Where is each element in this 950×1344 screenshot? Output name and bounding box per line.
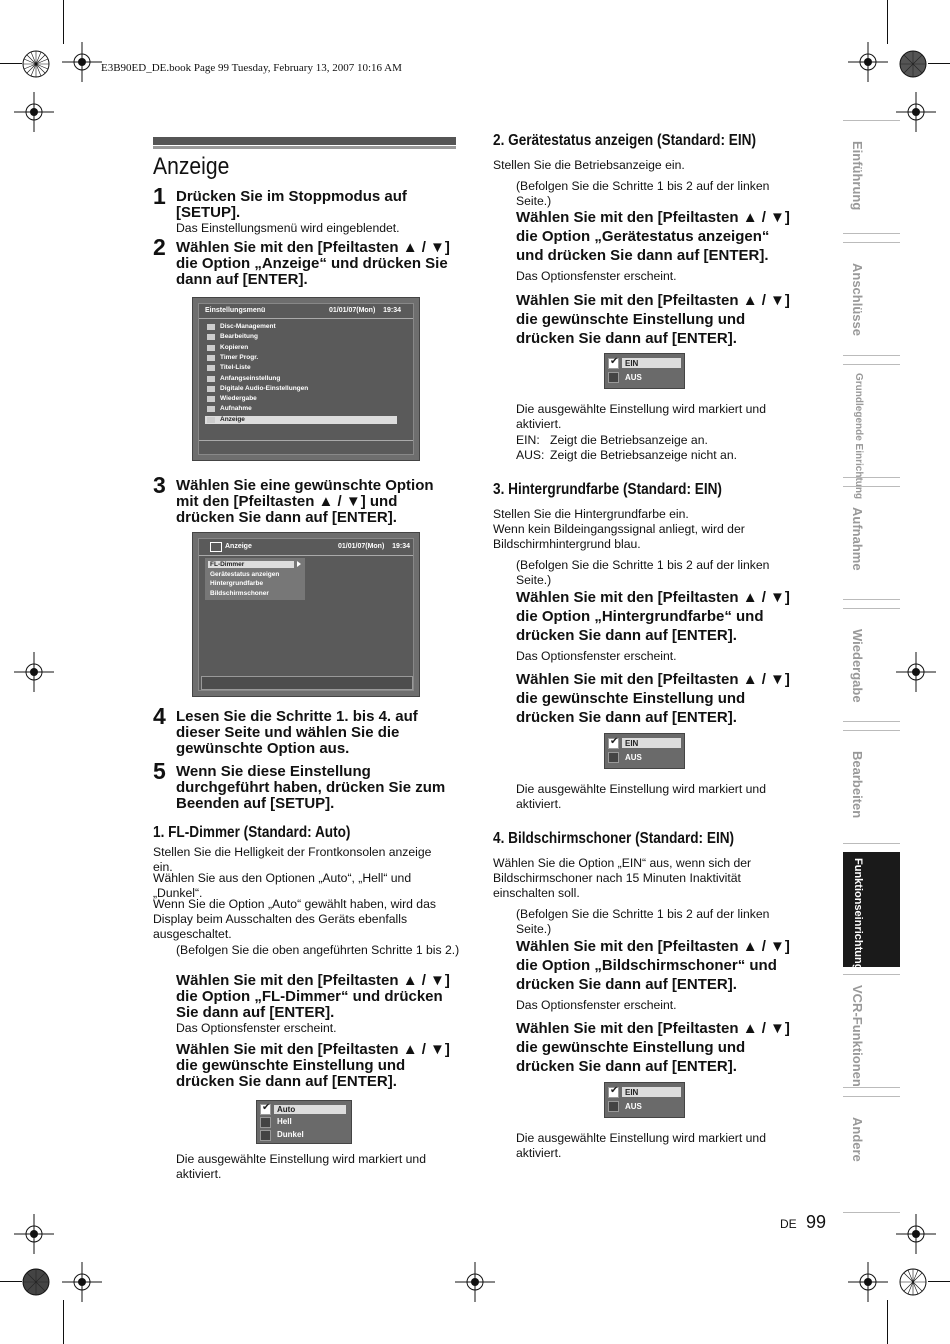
color-rosette-top-left [22,50,50,78]
chapter-tab-label: Funktionseinrichtung [852,858,864,971]
screen-datetime: 01/01/07(Mon) 19:34 [338,543,410,550]
section4-note: Das Optionsfenster erscheint. [516,998,677,1012]
step-number-1: 1 [153,183,166,209]
chapter-tab-label: Anschlüsse [850,263,865,336]
language-code: DE [780,1217,797,1231]
chapter-tab-label: Einführung [850,141,865,211]
section2-aus-label: AUS: [516,448,545,462]
registration-mark-top-left [62,42,102,82]
menu-item[interactable]: Disc-Management [220,323,276,330]
chapter-tab[interactable] [843,1096,900,1213]
chapter-tab[interactable] [843,242,900,356]
trim-line-left-h [0,63,22,64]
trim-line-right-h [928,63,950,64]
option-label-auto: Auto [277,1105,296,1114]
menu-item-icon [207,355,215,361]
menu-item-icon [207,396,215,402]
section-heading-bildschirmschoner: 4. Bildschirmschoner (Standard: EIN) [493,830,735,847]
menu-item[interactable]: Anfangseinstellung [220,374,281,382]
trim-line-bottom-right-v [887,1300,888,1344]
section2-note: Das Optionsfenster erscheint. [516,269,677,283]
step-number-5: 5 [153,758,166,784]
menu-item-icon [207,376,215,382]
option-label-hell: Hell [277,1117,292,1126]
step-number-4: 4 [153,703,166,729]
section1-paragraph-3: Wenn Sie die Option „Auto“ gewählt haben, wird das Display beim Ausschalten des Geräts ebenfalls ausgeschaltet. [153,897,436,941]
section4-result: Die ausgewählte Einstellung wird markiert und aktiviert. [516,1131,766,1160]
page-title: Anzeige [153,153,230,180]
trim-line-top-right-v [887,0,888,44]
chapter-tab-label: Bearbeiten [850,751,865,819]
option-checkbox-dunkel[interactable] [260,1130,271,1141]
section4-reference: (Befolgen Sie die Schritte 1 bis 2 auf der linken Seite.) [516,907,770,936]
chapter-tab[interactable] [843,974,900,1088]
step-text-4: Lesen Sie die Schritte 1. bis 4. auf dieser Seite und wählen Sie die gewünschte Option aus. [176,708,418,757]
menu-item[interactable]: Bearbeitung [220,333,258,341]
submenu-item[interactable]: Gerätestatus anzeigen [210,570,280,578]
section3-note: Das Optionsfenster erscheint. [516,649,677,663]
section3-paragraph-2: Wenn kein Bildeingangssignal anliegt, wird der Bildschirmhintergrund blau. [493,522,745,551]
option-label-ein: EIN [625,1088,639,1097]
trim-line-bottom-right-h [928,1281,950,1282]
section2-reference: (Befolgen Sie die Schritte 1 bis 2 auf der linken Seite.) [516,179,770,208]
screen-datetime: 01/01/07(Mon) 19:34 [329,307,401,314]
menu-item-icon [207,406,215,412]
section1-paragraph-2: Wählen Sie aus den Optionen „Auto“, „Hell“ und „Dunkel“. [153,871,412,900]
section2-ein-description: Zeigt die Betriebsanzeige an. [550,433,708,447]
geraetestatus-option-window [604,353,685,389]
section2-instruction-1: Wählen Sie mit den [Pfeiltasten ▲ / ▼] die Option „Gerätestatus anzeigen“ und drücken Sie dann auf [ENTER]. [516,209,790,264]
menu-item[interactable]: Wiedergabe [220,395,257,403]
section1-instruction-1: Wählen Sie mit den [Pfeiltasten ▲ / ▼] die Option „FL-Dimmer“ und drücken Sie dann auf [ENTER]. [176,972,450,1021]
page-number: 99 [806,1212,827,1232]
section1-result: Die ausgewählte Einstellung wird markiert und aktiviert. [176,1152,426,1181]
option-checkbox-hell[interactable] [260,1117,271,1128]
submenu-item[interactable]: Hintergrundfarbe [210,580,264,587]
section3-reference: (Befolgen Sie die Schritte 1 bis 2 auf der linken Seite.) [516,558,770,587]
option-label-ein: EIN [625,359,639,368]
submenu-item[interactable]: FL-Dimmer [210,561,245,568]
screen-divider [199,555,413,556]
bildschirmschoner-option-window [604,1082,685,1118]
chapter-tab[interactable] [843,608,900,722]
screen-title: Einstellungsmenü [205,307,266,314]
check-icon: ✔ [610,1085,619,1096]
step-number-3: 3 [153,472,166,498]
registration-mark-top-right [848,42,888,82]
section2-aus-description: Zeigt die Betriebsanzeige nicht an. [550,448,737,462]
section-heading-geraetestatus: 2. Gerätestatus anzeigen (Standard: EIN) [493,132,756,149]
menu-item[interactable]: Titel-Liste [220,364,251,372]
step-text-2: Wählen Sie mit den [Pfeiltasten ▲ / ▼] die Option „Anzeige“ und drücken Sie dann auf [ENTER]. [176,239,450,288]
section1-instruction-2: Wählen Sie mit den [Pfeiltasten ▲ / ▼] die gewünschte Einstellung und drücken Sie dann auf [ENTER]. [176,1041,450,1090]
screen-title: Anzeige [225,543,252,550]
registration-mark-right-middle [896,652,936,692]
step-text-5: Wenn Sie diese Einstellung durchgeführt haben, drücken Sie zum Beenden auf [SETUP]. [176,763,446,812]
screen-divider [199,318,413,319]
fl-dimmer-option-window [256,1100,352,1144]
menu-item-icon [207,345,215,351]
section2-ein-label: EIN: [516,433,540,447]
chapter-tab[interactable] [843,852,900,971]
section3-instruction-1: Wählen Sie mit den [Pfeiltasten ▲ / ▼] die Option „Hintergrundfarbe“ und drücken Sie dann auf [ENTER]. [516,589,790,644]
chapter-tab-label: VCR-Funktionen [850,985,865,1087]
registration-mark-bottom-right [848,1262,888,1302]
option-label-aus: AUS [625,753,642,762]
check-icon: ✔ [610,356,619,367]
chapter-tab[interactable] [843,364,900,500]
color-rosette-bottom-left [22,1268,50,1296]
screen-bottom-bar [199,440,413,441]
registration-mark-bottom-center [455,1262,495,1302]
chapter-tab[interactable] [843,120,900,234]
section2-instruction-2: Wählen Sie mit den [Pfeiltasten ▲ / ▼] die gewünschte Einstellung und drücken Sie dann auf [ENTER]. [516,292,790,347]
trim-line-top-left-v [63,0,64,44]
section4-instruction-2: Wählen Sie mit den [Pfeiltasten ▲ / ▼] die gewünschte Einstellung und drücken Sie dann auf [ENTER]. [516,1020,790,1075]
hintergrundfarbe-option-window [604,733,685,769]
menu-item[interactable]: Kopieren [220,343,249,351]
display-icon [210,542,222,552]
registration-mark-right-bottom [896,1214,936,1254]
menu-item-icon [207,386,215,392]
color-rosette-top-right [899,50,927,78]
trim-line-bottom-left-v [63,1300,64,1344]
screen-bottom-bar [201,676,413,690]
menu-item-icon [207,334,215,340]
check-icon: ✔ [610,736,619,747]
registration-mark-left-bottom [14,1214,54,1254]
menu-item[interactable]: Digitale Audio-Einstellungen [220,384,309,392]
section3-result: Die ausgewählte Einstellung wird markiert und aktiviert. [516,782,766,811]
step-text-3: Wählen Sie eine gewünschte Option mit den [Pfeiltasten ▲ / ▼] und drücken Sie dann auf [ENTER]. [176,477,434,526]
option-checkbox-aus[interactable] [608,372,619,383]
menu-item[interactable]: Aufnahme [220,405,252,413]
menu-item-icon [207,324,215,330]
option-label-aus: AUS [625,373,642,382]
menu-item[interactable]: Anzeige [220,415,245,423]
section1-reference: (Befolgen Sie die oben angeführten Schritte 1 bis 2.) [176,943,460,957]
setup-menu-screen [192,297,420,461]
menu-item-icon [207,417,215,423]
step-note-1: Das Einstellungsmenü wird eingeblendet. [176,221,400,235]
registration-mark-left-middle [14,652,54,692]
section-heading-hintergrundfarbe: 3. Hintergrundfarbe (Standard: EIN) [493,481,722,498]
section4-paragraph-1: Wählen Sie die Option „EIN“ aus, wenn sich der Bildschirmschoner nach 15 Minuten Inaktivität einschalten soll. [493,856,752,900]
trim-line-bottom-left-h [0,1281,22,1282]
section1-paragraph-1: Stellen Sie die Helligkeit der Frontkonsolen anzeige ein. [153,845,432,874]
option-label-dunkel: Dunkel [277,1130,304,1139]
section1-note: Das Optionsfenster erscheint. [176,1021,337,1035]
registration-mark-bottom-left [62,1262,102,1302]
color-rosette-bottom-right [899,1268,927,1296]
section-heading-fl-dimmer: 1. FL-Dimmer (Standard: Auto) [153,824,351,841]
chapter-tab-label: Grundlegende Einrichtung [853,373,864,500]
menu-item-icon [207,365,215,371]
section3-paragraph-1: Stellen Sie die Hintergrundfarbe ein. [493,507,689,521]
chapter-tab-label: Aufnahme [850,507,865,571]
step-text-1: Drücken Sie im Stoppmodus auf [SETUP]. [176,188,407,221]
option-label-aus: AUS [625,1102,642,1111]
chapter-tab[interactable] [843,730,900,844]
section2-paragraph-1: Stellen Sie die Betriebsanzeige ein. [493,158,685,172]
check-icon: ✔ [262,1102,271,1113]
submenu-item[interactable]: Bildschirmschoner [210,589,269,597]
section2-result: Die ausgewählte Einstellung wird markiert und aktiviert. [516,402,766,431]
option-label-ein: EIN [625,739,639,748]
submenu-arrow-icon [297,561,301,567]
chapter-tab-label: Wiedergabe [850,629,865,703]
title-bar-underline [153,146,456,149]
section3-instruction-2: Wählen Sie mit den [Pfeiltasten ▲ / ▼] die gewünschte Einstellung und drücken Sie dann auf [ENTER]. [516,671,790,726]
chapter-tab-label: Andere [850,1117,865,1162]
chapter-tab[interactable] [843,486,900,600]
display-menu-screen [192,532,420,697]
option-checkbox-aus[interactable] [608,1101,619,1112]
book-info-line: E3B90ED_DE.book Page 99 Tuesday, February 13, 2007 10:16 AM [101,62,402,74]
section4-instruction-1: Wählen Sie mit den [Pfeiltasten ▲ / ▼] die Option „Bildschirmschoner“ und drücken Sie dann auf [ENTER]. [516,938,790,993]
title-bar [153,137,456,145]
step-number-2: 2 [153,234,166,260]
option-checkbox-aus[interactable] [608,752,619,763]
menu-item[interactable]: Timer Progr. [220,353,259,361]
registration-mark-left-top [14,92,54,132]
registration-mark-right-top [896,92,936,132]
